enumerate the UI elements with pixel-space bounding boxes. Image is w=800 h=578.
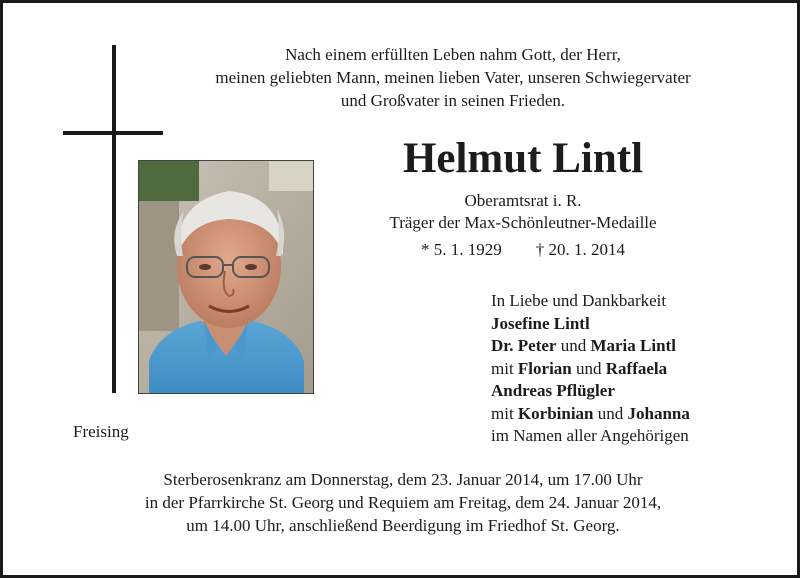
birth-date: * 5. 1. 1929 [421, 240, 502, 259]
service-details [63, 468, 743, 537]
cross-icon [112, 45, 116, 393]
deceased-title: Oberamtsrat i. R. [464, 191, 582, 210]
portrait-photo [138, 160, 314, 394]
mourner-name: Florian [517, 358, 572, 378]
intro-text [153, 43, 753, 112]
mourners-intro: In Liebe und Dankbarkeit [491, 291, 667, 310]
service-line-2: in der Pfarrkirche St. Georg und Requiem am Freitag, dem 24. Januar 2014, [144, 493, 662, 512]
connector-text: und [576, 358, 602, 378]
deceased-name: Helmut Lintl [402, 135, 644, 182]
intro-line-2: meinen geliebten Mann, meinen lieben Vater, unseren Schwiegervater [215, 68, 691, 87]
connector-text: und [597, 403, 624, 423]
mourner-name: Maria Lintl [590, 336, 676, 355]
mourners-closing: im Namen aller Angehörigen [491, 426, 689, 445]
mourner-line [491, 313, 791, 336]
mourner-name: Josefine Lintl [491, 313, 590, 333]
mourner-name: Raffaela [605, 358, 668, 378]
mourner-name: Andreas Pflügler [491, 381, 615, 400]
mourner-line [491, 358, 791, 381]
mourner-name: Johanna [627, 403, 690, 423]
mourner-name: Korbinian [517, 403, 594, 423]
death-date: † 20. 1. 2014 [535, 240, 625, 259]
mourner-line [491, 380, 791, 403]
service-line-1: Sterberosenkranz am Donnerstag, dem 23. Januar 2014, um 17.00 Uhr [163, 470, 643, 489]
connector-text: mit [491, 403, 514, 423]
life-dates [348, 239, 698, 261]
connector-text: und [560, 336, 587, 355]
intro-line-3: und Großvater in seinen Frieden. [340, 91, 566, 110]
cross-crossbar [63, 131, 163, 135]
intro-line-1: Nach einem erfüllten Leben nahm Gott, der Herr, [285, 45, 621, 64]
service-line-3: um 14.00 Uhr, anschließend Beerdigung im Friedhof St. Georg. [186, 516, 620, 535]
mourners-list [491, 290, 791, 448]
mourner-line [491, 335, 791, 358]
place-name: Freising [73, 422, 129, 441]
connector-text: mit [491, 358, 514, 378]
deceased-honor: Träger der Max-Schönleutner-Medaille [389, 213, 657, 232]
mourner-name: Dr. Peter [491, 336, 557, 355]
mourner-line [491, 403, 791, 426]
deceased-titles [348, 190, 698, 234]
